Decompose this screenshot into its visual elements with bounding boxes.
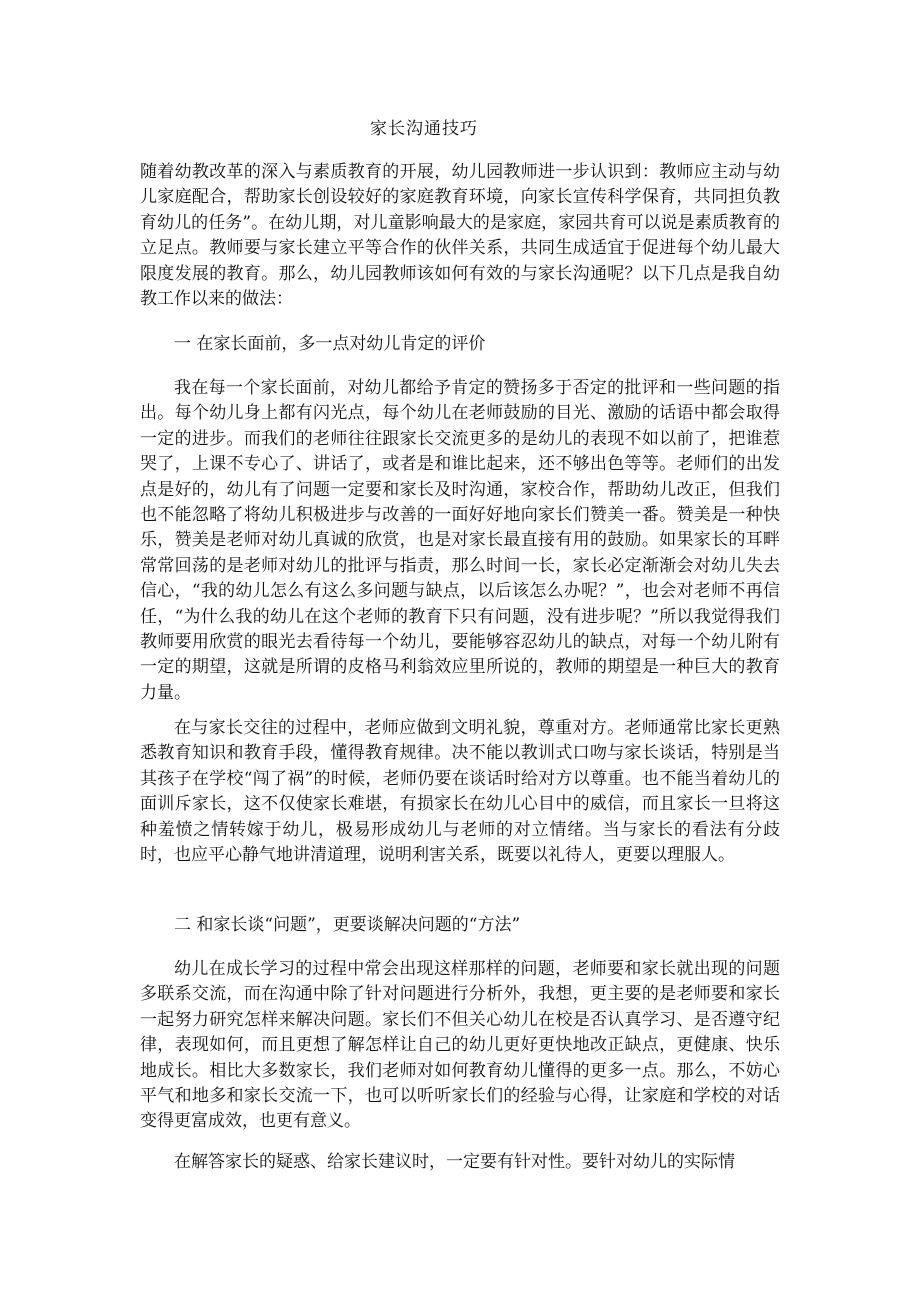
document-title: 家长沟通技巧	[370, 119, 478, 139]
section-1-heading: 一 在家长面前，多一点对幼儿肯定的评价	[174, 334, 486, 354]
section-2-heading: 二 和家长谈“问题”，更要谈解决问题的“方法”	[174, 915, 521, 935]
section-2-paragraph-2: 在解答家长的疑惑、给家长建议时，一定要有针对性。要针对幼儿的实际情	[174, 1152, 735, 1172]
section-1-paragraph-1: 我在每一个家长面前，对幼儿都给予肯定的赞扬多于否定的批评和一些问题的指出。每个幼儿身上都有闪光点，每个幼儿在老师鼓励的目光、激励的话语中都会取得一定的进步。而我们的老师往往跟家长交流更多的是幼儿的表现不如以前了，把谁惹哭了，上课不专心了、讲话了，或者是和谁比起来，还不够出色等等。老师们的出发点是好的，幼儿有了问题一定要和家长及时沟通，家校合作，帮助幼儿改正，但我们也不能忽略了将幼儿积极进步与改善的一面好好地向家长们赞美一番。赞美是一种快乐，赞美是老师对幼儿真诚的欣赏，也是对家长最直接有用的鼓励。如果家长的耳畔常常回荡的是老师对幼儿的批评与指责，那么时间一长，家长必定渐渐会对幼儿失去信心，“我的幼儿怎么有这么多问题与缺点，以后该怎么办呢？”，也会对老师不再信任，“为什么我的幼儿在这个老师的教育下只有问题，没有进步呢？”所以我觉得我们教师要用欣赏的眼光去看待每一个幼儿，要能够容忍幼儿的缺点，对每一个幼儿附有一定的期望，这就是所谓的皮格马利翁效应里所说的，教师的期望是一种巨大的教育力量。	[140, 378, 780, 703]
section-2-paragraph-1: 幼儿在成长学习的过程中常会出现这样那样的问题，老师要和家长就出现的问题多联系交流，而在沟通中除了针对问题进行分析外，我想，更主要的是老师要和家长一起努力研究怎样来解决问题。家长们不但关心幼儿在校是否认真学习、是否遵守纪律，表现如何，而且更想了解怎样让自己的幼儿更好更快地改正缺点，更健康、快乐地成长。相比大多数家长，我们老师对如何教育幼儿懂得的更多一点。那么，不妨心平气和地多和家长交流一下，也可以听听家长们的经验与心得，让家庭和学校的对话变得更富成效，也更有意义。	[140, 959, 780, 1132]
intro-paragraph: 随着幼教改革的深入与素质教育的开展，幼儿园教师进一步认识到：教师应主动与幼儿家庭配合，帮助家长创设较好的家庭教育环境，向家长宣传科学保育，共同担负教育幼儿的任务”。在幼儿期，对儿童影响最大的是家庭，家园共育可以说是素质教育的立足点。教师要与家长建立平等合作的伙伴关系，共同生成适宜于促进每个幼儿最大限度发展的教育。那么，幼儿园教师该如何有效的与家长沟通呢？以下几点是我自幼教工作以来的做法：	[140, 162, 780, 310]
section-1-paragraph-2: 在与家长交往的过程中，老师应做到文明礼貌，尊重对方。老师通常比家长更熟悉教育知识和教育手段，懂得教育规律。决不能以教训式口吻与家长谈话，特别是当其孩子在学校“闯了祸”的时候，老师仍要在谈话时给对方以尊重。也不能当着幼儿的面训斥家长，这不仅使家长难堪，有损家长在幼儿心目中的威信，而且家长一旦将这种羞愤之情转嫁于幼儿，极易形成幼儿与老师的对立情绪。当与家长的看法有分歧时，也应平心静气地讲清道理，说明利害关系，既要以礼待人，更要以理服人。	[140, 718, 780, 866]
